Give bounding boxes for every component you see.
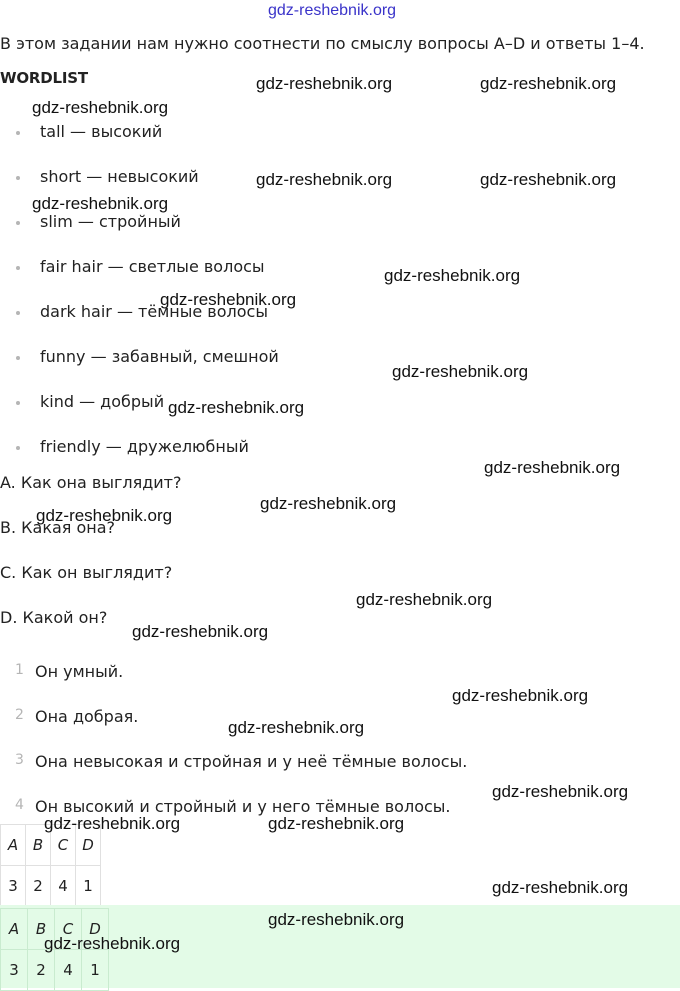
bullet-icon bbox=[16, 266, 20, 270]
table-cell: 2 bbox=[26, 866, 51, 907]
table-cell: 3 bbox=[1, 950, 28, 991]
bullet-icon bbox=[16, 131, 20, 135]
wordlist-term: friendly — дружелюбный bbox=[40, 437, 249, 456]
table-cell: 4 bbox=[55, 950, 82, 991]
table-header-cell: D bbox=[82, 909, 109, 950]
watermark: gdz-reshebnik.org bbox=[492, 782, 629, 801]
watermark: gdz-reshebnik.org bbox=[160, 290, 297, 309]
table-header-cell: A bbox=[1, 909, 28, 950]
answer-number: 4 bbox=[15, 797, 24, 813]
watermark: gdz-reshebnik.org bbox=[32, 194, 169, 213]
watermark: gdz-reshebnik.org bbox=[44, 934, 181, 953]
watermark: gdz-reshebnik.org bbox=[228, 718, 365, 737]
wordlist-title: WORDLIST bbox=[0, 69, 88, 87]
table-cell: 3 bbox=[1, 866, 26, 907]
bullet-icon bbox=[16, 311, 20, 315]
answer-number: 2 bbox=[15, 707, 24, 723]
table-cell: 4 bbox=[51, 866, 76, 907]
watermark: gdz-reshebnik.org bbox=[44, 814, 181, 833]
answer-text: Она невысокая и стройная и у неё тёмные волосы. bbox=[35, 752, 468, 771]
wordlist-term: slim — стройный bbox=[40, 212, 181, 231]
table-header-cell: C bbox=[55, 909, 82, 950]
answer-text: Он умный. bbox=[35, 662, 124, 681]
wordlist-term: dark hair — тёмные волосы bbox=[40, 302, 268, 321]
watermark: gdz-reshebnik.org bbox=[384, 266, 521, 285]
watermark: gdz-reshebnik.org bbox=[36, 506, 173, 525]
table-header-cell: C bbox=[51, 825, 76, 866]
table-header-cell: A bbox=[1, 825, 26, 866]
table-header-cell: B bbox=[28, 909, 55, 950]
wordlist-term: kind — добрый bbox=[40, 392, 165, 411]
question-c: C. Как он выглядит? bbox=[0, 563, 173, 582]
intro-text: В этом задании нам нужно соотнести по смыслу вопросы A–D и ответы 1–4. bbox=[0, 34, 645, 53]
answer-table bbox=[0, 824, 101, 907]
table-cell: 2 bbox=[28, 950, 55, 991]
question-a: A. Как она выглядит? bbox=[0, 473, 182, 492]
table-cell: 1 bbox=[82, 950, 109, 991]
wordlist-term: short — невысокий bbox=[40, 167, 199, 186]
question-b: B. Какая она? bbox=[0, 518, 116, 537]
watermark: gdz-reshebnik.org bbox=[168, 398, 305, 417]
answer-number: 3 bbox=[15, 752, 24, 768]
question-d: D. Какой он? bbox=[0, 608, 108, 627]
watermark: gdz-reshebnik.org bbox=[480, 170, 617, 189]
watermark: gdz-reshebnik.org bbox=[268, 910, 405, 929]
bullet-icon bbox=[16, 401, 20, 405]
watermark: gdz-reshebnik.org bbox=[392, 362, 529, 381]
answer-number: 1 bbox=[15, 662, 24, 678]
wordlist-term: funny — забавный, смешной bbox=[40, 347, 279, 366]
watermark: gdz-reshebnik.org bbox=[260, 494, 397, 513]
bullet-icon bbox=[16, 176, 20, 180]
table-header-cell: D bbox=[76, 825, 101, 866]
table-header-cell: B bbox=[26, 825, 51, 866]
table-cell: 1 bbox=[76, 866, 101, 907]
watermark: gdz-reshebnik.org bbox=[256, 170, 393, 189]
watermark: gdz-reshebnik.org bbox=[256, 74, 393, 93]
bullet-icon bbox=[16, 221, 20, 225]
site-link[interactable]: gdz-reshebnik.org bbox=[268, 2, 397, 19]
wordlist-term: tall — высокий bbox=[40, 122, 163, 141]
bullet-icon bbox=[16, 446, 20, 450]
answer-text: Он высокий и стройный и у него тёмные волосы. bbox=[35, 797, 451, 816]
watermark: gdz-reshebnik.org bbox=[132, 622, 269, 641]
watermark: gdz-reshebnik.org bbox=[452, 686, 589, 705]
watermark: gdz-reshebnik.org bbox=[268, 814, 405, 833]
watermark: gdz-reshebnik.org bbox=[492, 878, 629, 897]
watermark: gdz-reshebnik.org bbox=[32, 98, 169, 117]
watermark: gdz-reshebnik.org bbox=[484, 458, 621, 477]
wordlist-term: fair hair — светлые волосы bbox=[40, 257, 265, 276]
watermark: gdz-reshebnik.org bbox=[356, 590, 493, 609]
watermark: gdz-reshebnik.org bbox=[480, 74, 617, 93]
bullet-icon bbox=[16, 356, 20, 360]
answer-text: Она добрая. bbox=[35, 707, 139, 726]
